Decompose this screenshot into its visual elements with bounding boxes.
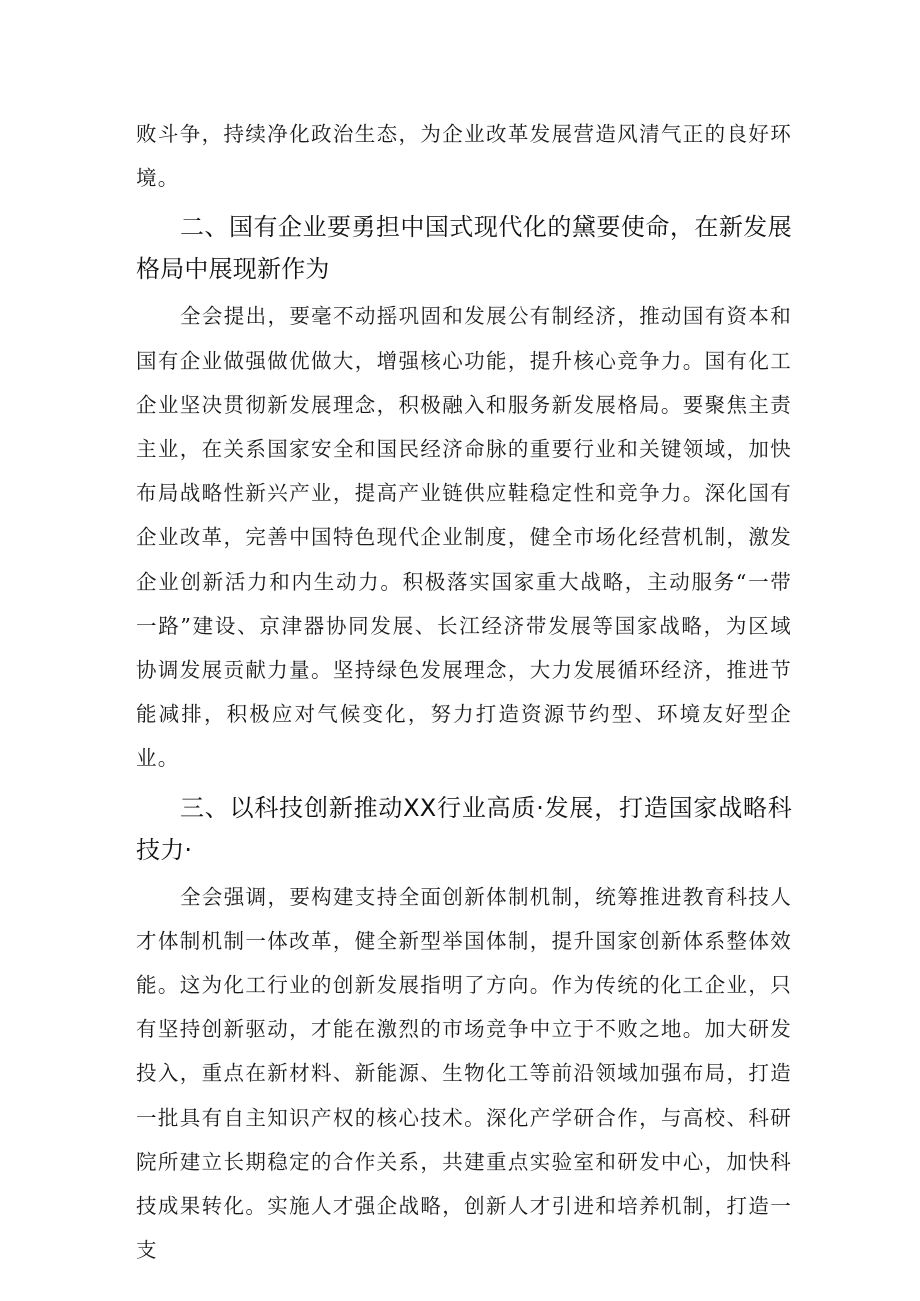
paragraph-section-3: 全会强调，要构建支持全面创新体制机制，统筹推进教育科技人才体制机制一体改革，健全新型举国体制，提升国家创新体系整体效能。这为化工行业的创新发展指明了方向。作为传统的化工企业，只有坚持创新驱动，才能在激烈的市场竞争中立于不败之地。加大研发投入，重点在新材料、新能源、生物化工等前沿领域加强布局，打造一批具有自主知识产权的核心技术。深化产学研合作，与高校、科研院所建立长期稳定的合作关系，共建重点实验室和研发中心，加快科技成果转化。实施人才强企战略，创新人才引进和培养机制，打造一支 — [136, 884, 792, 1263]
paragraph-section-2: 全会提出，要毫不动摇巩固和发展公有制经济，推动国有资本和国有企业做强做优做大，增强核心功能，提升核心竞争力。国有化工企业坚决贯彻新发展理念，积极融入和服务新发展格局。要聚焦主责主业，在关系国家安全和国民经济命脉的重要行业和关键领域，加快布局战略性新兴产业，提高产业链供应鞋稳定性和竞争力。深化国有企业改革，完善中国特色现代企业制度，健全市场化经营机制，激发企业创新活力和内生动力。积极落实国家重大战略，主动服务“一带一路”建设、京津器协同发展、长江经济带发展等国家战略，为区域协调发展贡献力量。坚持绿色发展理念，大力发展循环经济，推进节能减排，积极应对气候变化，努力打造资源节约型、环境友好型企业。 — [136, 304, 792, 771]
document-body — [136, 112, 792, 1272]
section-heading-3: 三、以科技创新推动XX行业高质·发展，打造国家战略科技力· — [136, 793, 792, 864]
section-heading-2: 二、国有企业要勇担中国式现代化的黛要使命，在新发展格局中展现新作为 — [136, 213, 792, 284]
paragraph-continued: 败斗争，持续净化政治生态，为企业改革发展营造风清气正的良好环境。 — [136, 122, 792, 191]
